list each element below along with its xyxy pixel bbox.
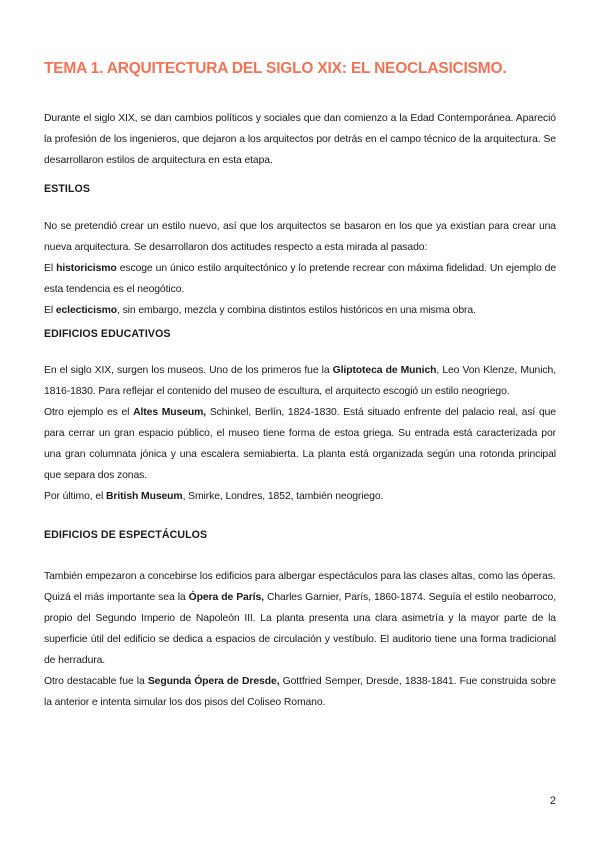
term-eclecticismo: eclecticismo [55, 305, 118, 316]
espectaculos-paragraph-1: También empezaron a concebirse los edificios para albergar espectáculos para las clases altas, como las óperas. [44, 571, 556, 582]
term-gliptoteca: Gliptoteca de Munich [332, 365, 437, 376]
section-espectaculos [44, 566, 556, 713]
estilos-paragraph-2: El historicismo escoge un único estilo arquitectónico y lo pretende recrear con máxima fidelidad. Un ejemplo de esta tendencia es el neogótico. [44, 263, 557, 295]
term-historicismo: historicismo [56, 263, 117, 274]
section-heading-espectaculos: EDIFICIOS DE ESPECTÁCULOS [44, 529, 208, 541]
espectaculos-paragraph-3: Otro destacable fue la Segunda Ópera de Dresde, Gottfried Semper, Dresde, 1838-1841. Fue construida sobre la anterior e intenta simular los dos pisos del Coliseo Romano. [44, 676, 556, 708]
intro-paragraph [44, 108, 556, 171]
educativos-paragraph-3: Por último, el British Museum, Smirke, Londres, 1852, también neogriego. [44, 491, 384, 502]
section-educativos [44, 360, 556, 507]
page-title: TEMA 1. ARQUITECTURA DEL SIGLO XIX: EL NEOCLASICISMO. [44, 60, 507, 77]
estilos-paragraph-3: El eclecticismo, sin embargo, mezcla y combina distintos estilos históricos en una misma obra. [44, 305, 476, 316]
estilos-paragraph-1: No se pretendió crear un estilo nuevo, así que los arquitectos se basaron en los que ya existían para crear una nueva arquitectura. Se desarrollaron dos actitudes respecto a esta mirada al pasado: [44, 221, 556, 253]
section-heading-estilos: ESTILOS [44, 183, 91, 195]
section-estilos [44, 216, 556, 321]
term-opera-dresde: Segunda Ópera de Dresde, [147, 676, 280, 687]
educativos-paragraph-2: Otro ejemplo es el Altes Museum, Schinkel, Berlín, 1824-1830. Está situado enfrente del palacio real, así que para cerrar un gran espacio público, el museo tiene forma de estoa griega. Su entrada está caracterizada por una gran columnata jónica y una escalera semiabierta. La planta está organizada según una rotonda principal que separa dos zonas. [44, 407, 556, 481]
term-british-museum: British Museum [106, 491, 183, 502]
section-heading-educativos: EDIFICIOS EDUCATIVOS [44, 328, 171, 340]
term-opera-paris: Ópera de París, [188, 592, 264, 603]
educativos-paragraph-1: En el siglo XIX, surgen los museos. Uno de los primeros fue la Gliptoteca de Munich, Leo Von Klenze, Munich, 1816-1830. Para reflejar el contenido del museo de escultura, el arquitecto escogió un estilo neogriego. [44, 365, 556, 397]
intro-text: Durante el siglo XIX, se dan cambios políticos y sociales que dan comienzo a la Edad Contemporánea. Apareció la profesión de los ingenieros, que dejaron a los arquitectos por detrás en el campo técnico de la arquitectura. Se desarrollaron estilos de arquitectura en esta etapa. [44, 113, 556, 166]
espectaculos-paragraph-2: Quizá el más importante sea la Ópera de París, Charles Garnier, París, 1860-1874. Seguía el estilo neobarroco, propio del Segundo Imperio de Napoleón III. La planta presenta una clara asimetría y la mayor parte de la superficie útil del edificio se dedica a espacios de circulación y vestíbulo. El auditorio tiene una forma tradicional de herradura. [44, 592, 556, 666]
term-altes-museum: Altes Museum, [133, 407, 207, 418]
page-number: 2 [549, 795, 556, 807]
